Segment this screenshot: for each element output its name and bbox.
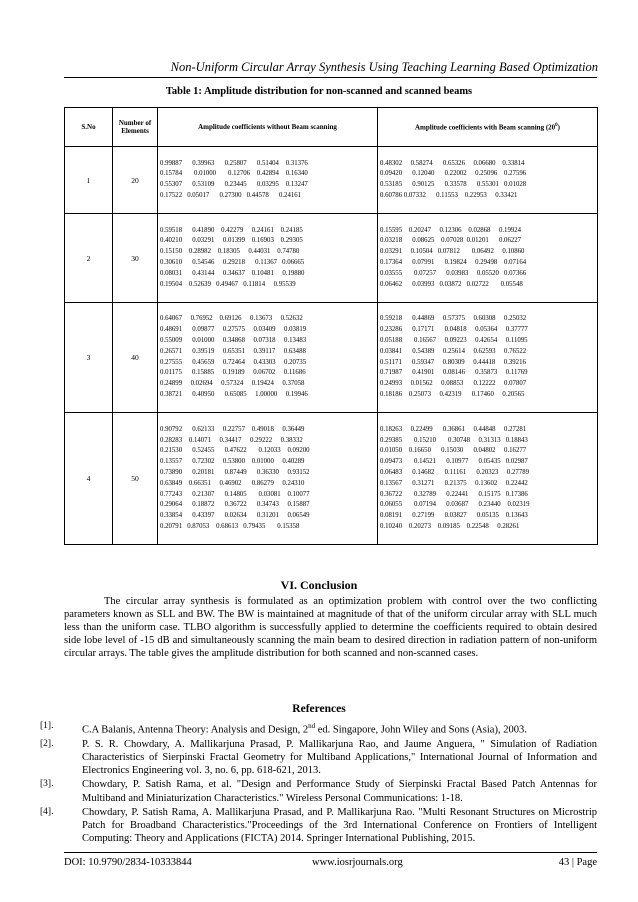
row-coefficients-without	[158, 214, 378, 303]
coefficient-line: 0.19504 0.52639 0.49467 0.11814 0.95539	[160, 280, 296, 288]
footer-doi: DOI: 10.9790/2834-10333844	[64, 857, 192, 868]
row-sno: 4	[65, 413, 113, 545]
coefficient-line: 0.73890 0.20181 0.87449 0.36330 0.93152	[160, 469, 310, 477]
coefficient-line: 0.09420 0.12040 0.22002 0.25096 0.27596	[380, 170, 527, 178]
table-row	[65, 413, 598, 545]
coefficient-line: 0.28283 0.14071 0.34417 0.29222 0.38332	[160, 436, 303, 444]
row-coefficients-without	[158, 302, 378, 412]
reference-number: [1].	[40, 721, 54, 731]
reference-text: P. S. R. Chowdary, A. Mallikarjuna Prasad, P. Mallikarjuna Rao, and Jaume Anguera, " Simulation of Radiation Characteristics of Sierpinski Fractal Geometry for Multiband Applications," International Journal of Information and Electronics Engineering vol. 3, no. 6, pp. 618-621, 2013.	[82, 738, 597, 777]
coefficient-line: 0.21530 0.52455 0.47622 0.12033 0.09200	[160, 447, 310, 455]
coefficient-line: 0.01175 0.15885 0.19189 0.06702 0.11686	[160, 369, 306, 377]
reference-number: [3].	[40, 779, 54, 790]
header-sno: S.No	[65, 108, 113, 147]
coefficient-line: 0.24993 0.01562 0.08853 0.12222 0.07807	[380, 380, 527, 388]
coefficient-line: 0.08191 0.27199 0.03827 0.05135 0.13643	[380, 512, 528, 520]
row-elements: 20	[113, 147, 158, 214]
coefficient-line: 0.30610 0.54546 0.29218 0.11367 0.06665	[160, 259, 305, 267]
table-header-row	[65, 108, 598, 147]
coefficient-line: 0.18263 0.22499 0.36861 0.44848 0.27281	[380, 425, 527, 433]
table-caption: Table 1: Amplitude distribution for non-scanned and scanned beams	[165, 86, 473, 97]
coefficient-line: 0.29385 0.15210 0.30748 0.31313 0.18843	[380, 436, 528, 444]
coefficient-line: 0.13557 0.72302 0.53800 0.01000 0.40289	[160, 458, 305, 466]
row-coefficients-without	[158, 147, 378, 214]
table-row	[65, 147, 598, 214]
table-row	[65, 214, 598, 303]
coefficient-line: 0.13567 0.31271 0.21375 0.13602 0.22442	[380, 479, 528, 487]
coefficient-line: 0.63849 0.66351 0.46902 0.86279 0.24310	[160, 479, 305, 487]
header-with-suffix: )	[557, 123, 561, 132]
coefficient-line: 0.51171 0.59347 0.80309 0.44418 0.39216	[380, 358, 526, 366]
coefficient-line: 0.48691 0.09877 0.27575 0.03409 0.03819	[160, 326, 307, 334]
table-body	[65, 147, 598, 545]
header-with-scanning	[378, 108, 598, 147]
coefficient-line: 0.08031 0.43144 0.34637 0.10481 0.19880	[160, 269, 305, 277]
coefficient-line: 0.99887 0.39963 0.25807 0.51404 0.31376	[160, 159, 308, 167]
coefficient-line: 0.15595 0.20247 0.12306 0.02868 0.19924	[380, 226, 522, 234]
reference-superscript: nd	[308, 722, 316, 730]
coefficient-line: 0.77243 0.21307 0.14805 0.03081 0.10077	[160, 490, 310, 498]
reference-text: Chowdary, P. Satish Rama, A. Mallikarjuna Prasad, and P. Mallikarjuna Rao. "Multi Resonant Structures on Microstrip Patch for Broadband Characteristics."Proceedings of the 3rd International Conference on Frontiers of Intelligent Computing: Theory and Applications (FICTA) 2014. Springer International Publishing, 2015.	[82, 806, 597, 845]
coefficient-line: 0.36722 0.32789 0.22441 0.15175 0.17386	[380, 490, 528, 498]
coefficient-line: 0.03555 0.07257 0.03983 0.05520 0.07366	[380, 269, 527, 277]
coefficient-line: 0.55009 0.01000 0.34868 0.07318 0.13483	[160, 337, 307, 345]
reference-item	[40, 806, 597, 846]
reference-number: [2].	[40, 738, 54, 749]
row-sno: 2	[65, 214, 113, 303]
coefficient-line: 0.23286 0.17171 0.04818 0.05364 0.37777	[380, 326, 528, 334]
amplitude-table	[64, 107, 598, 545]
coefficient-line: 0.05188 0.16567 0.09223 0.42654 0.11095	[380, 337, 528, 345]
footer-page-number: 43 | Page	[558, 857, 597, 868]
coefficient-line: 0.06462 0.03993 0.03872 0.02722 0.05548	[380, 280, 523, 288]
references-title: References	[292, 703, 346, 715]
coefficient-line: 0.06483 0.14682 0.11161 0.20323 0.27789	[380, 469, 530, 477]
header-with-sup: 0	[555, 122, 558, 128]
coefficient-line: 0.03218 0.08625 0.07028 0.01201 0.06227	[380, 237, 522, 245]
coefficient-line: 0.29064 0.18872 0.36722 0.34743 0.15887	[160, 501, 310, 509]
running-header: Non-Uniform Circular Array Synthesis Using Teaching Learning Based Optimization	[170, 60, 598, 74]
footer-url: www.iosrjournals.org	[312, 857, 403, 868]
header-with-prefix: Amplitude coefficients with Beam scanning (20	[414, 123, 556, 132]
coefficient-line: 0.03291 0.10504 0.07812 0.06492 0.10860	[380, 248, 525, 256]
coefficient-line: 0.20791 0.87053 0.68613 0.79435 0.15358	[160, 523, 300, 531]
row-elements: 40	[113, 302, 158, 412]
row-elements: 30	[113, 214, 158, 303]
coefficient-line: 0.71987 0.41901 0.08146 0.35873 0.11769	[380, 369, 528, 377]
coefficient-line: 0.15784 0.01000 0.12706 0.42894 0.16340	[160, 170, 308, 178]
coefficient-line: 0.64067 0.76952 0.69126 0.13673 0.52632	[160, 315, 303, 323]
table-row	[65, 302, 598, 412]
header-rule	[64, 77, 597, 78]
coefficient-line: 0.90792 0.62133 0.22757 0.49018 0.36449	[160, 425, 305, 433]
coefficient-line: 0.10240 0.20273 0.09185 0.22548 0.28261	[380, 523, 520, 531]
coefficient-line: 0.40210 0.03291 0.01399 0.16903 0.29305	[160, 237, 303, 245]
row-coefficients-without	[158, 413, 378, 545]
coefficient-line: 0.01050 0.16650 0.15030 0.04802 0.16277	[380, 447, 527, 455]
conclusion-title: VI. Conclusion	[280, 578, 358, 592]
coefficient-line: 0.48302 0.58274 0.65326 0.06680 0.33814	[380, 159, 525, 167]
row-coefficients-with	[378, 302, 598, 412]
row-sno: 3	[65, 302, 113, 412]
conclusion-body: The circular array synthesis is formulated as an optimization problem with control over the two conflicting parameters known as SLL and BW. The BW is maintained at magnitude of that of the uniform circular array with SLL much less than the uniform case. TLBO algorithm is successfully applied to determine the coefficients required to obtain desired side lobe level of -15 dB and simultaneously scanning the main beam to desired direction in radiation pattern of non-uniform circular arrays. The table gives the amplitude distribution for both scanned and non-scanned cases.	[64, 596, 597, 660]
coefficient-line: 0.27555 0.45659 0.72464 0.43303 0.20735	[160, 358, 307, 366]
coefficient-line: 0.33854 0.43397 0.02634 0.31201 0.06549	[160, 512, 310, 520]
reference-text: Chowdary, P. Satish Rama, et al. "Design and Performance Study of Sierpinski Fractal Based Patch Antennas for Multiband and Miniaturization Characteristics." Wireless Personal Communications: 1-18.	[82, 779, 597, 804]
coefficient-line: 0.17364 0.07991 0.19824 0.29498 0.07164	[380, 259, 527, 267]
coefficient-line: 0.59518 0.41890 0.42279 0.24161 0.24185	[160, 226, 303, 234]
header-without-scanning: Amplitude coefficients without Beam scanning	[158, 108, 378, 147]
coefficient-line: 0.15150 0.28982 0.18305 0.44031 0.74780	[160, 248, 300, 256]
reference-text: C.A Balanis, Antenna Theory: Analysis and Design, 2	[82, 724, 309, 736]
coefficient-line: 0.09473 0.14521 0.10977 0.05435 0.02987	[380, 458, 528, 466]
coefficient-line: 0.60786 0.07332 0.11553 0.22953 0.33421	[380, 191, 518, 199]
row-elements: 50	[113, 413, 158, 545]
row-coefficients-with	[378, 413, 598, 545]
conclusion-text	[64, 595, 597, 660]
reference-item	[40, 738, 597, 778]
references-list	[40, 720, 597, 846]
coefficient-line: 0.17522 0.05017 0.27300 0.44578 0.24161	[160, 191, 302, 199]
footer-rule	[64, 852, 597, 853]
coefficient-line: 0.38721 0.40950 0.65085 1.00000 0.19946	[160, 391, 308, 399]
row-coefficients-with	[378, 147, 598, 214]
coefficient-line: 0.24899 0.02694 0.57324 0.19424 0.37058	[160, 380, 305, 388]
coefficient-line: 0.18186 0.25073 0.42319 0.17460 0.20565	[380, 391, 525, 399]
row-sno: 1	[65, 147, 113, 214]
coefficient-line: 0.55307 0.53109 0.23445 0.03295 0.13247	[160, 181, 308, 189]
coefficient-line: 0.03841 0.54389 0.25614 0.62593 0.76522	[380, 347, 527, 355]
coefficient-line: 0.06055 0.07194 0.03687 0.23440 0.02319	[380, 501, 530, 509]
reference-item	[40, 720, 597, 737]
coefficient-line: 0.26571 0.39519 0.65351 0.39117 0.63488	[160, 347, 306, 355]
reference-number: [4].	[40, 806, 54, 817]
reference-item	[40, 778, 597, 804]
reference-text-continued: ed. Singapore, John Wiley and Sons (Asia), 2003.	[315, 724, 527, 736]
row-coefficients-with	[378, 214, 598, 303]
coefficient-line: 0.59218 0.44869 0.57375 0.60308 0.25032	[380, 315, 527, 323]
coefficient-line: 0.53185 0.90125 0.33578 0.55301 0.01028	[380, 181, 527, 189]
header-elements: Number of Elements	[113, 108, 158, 147]
